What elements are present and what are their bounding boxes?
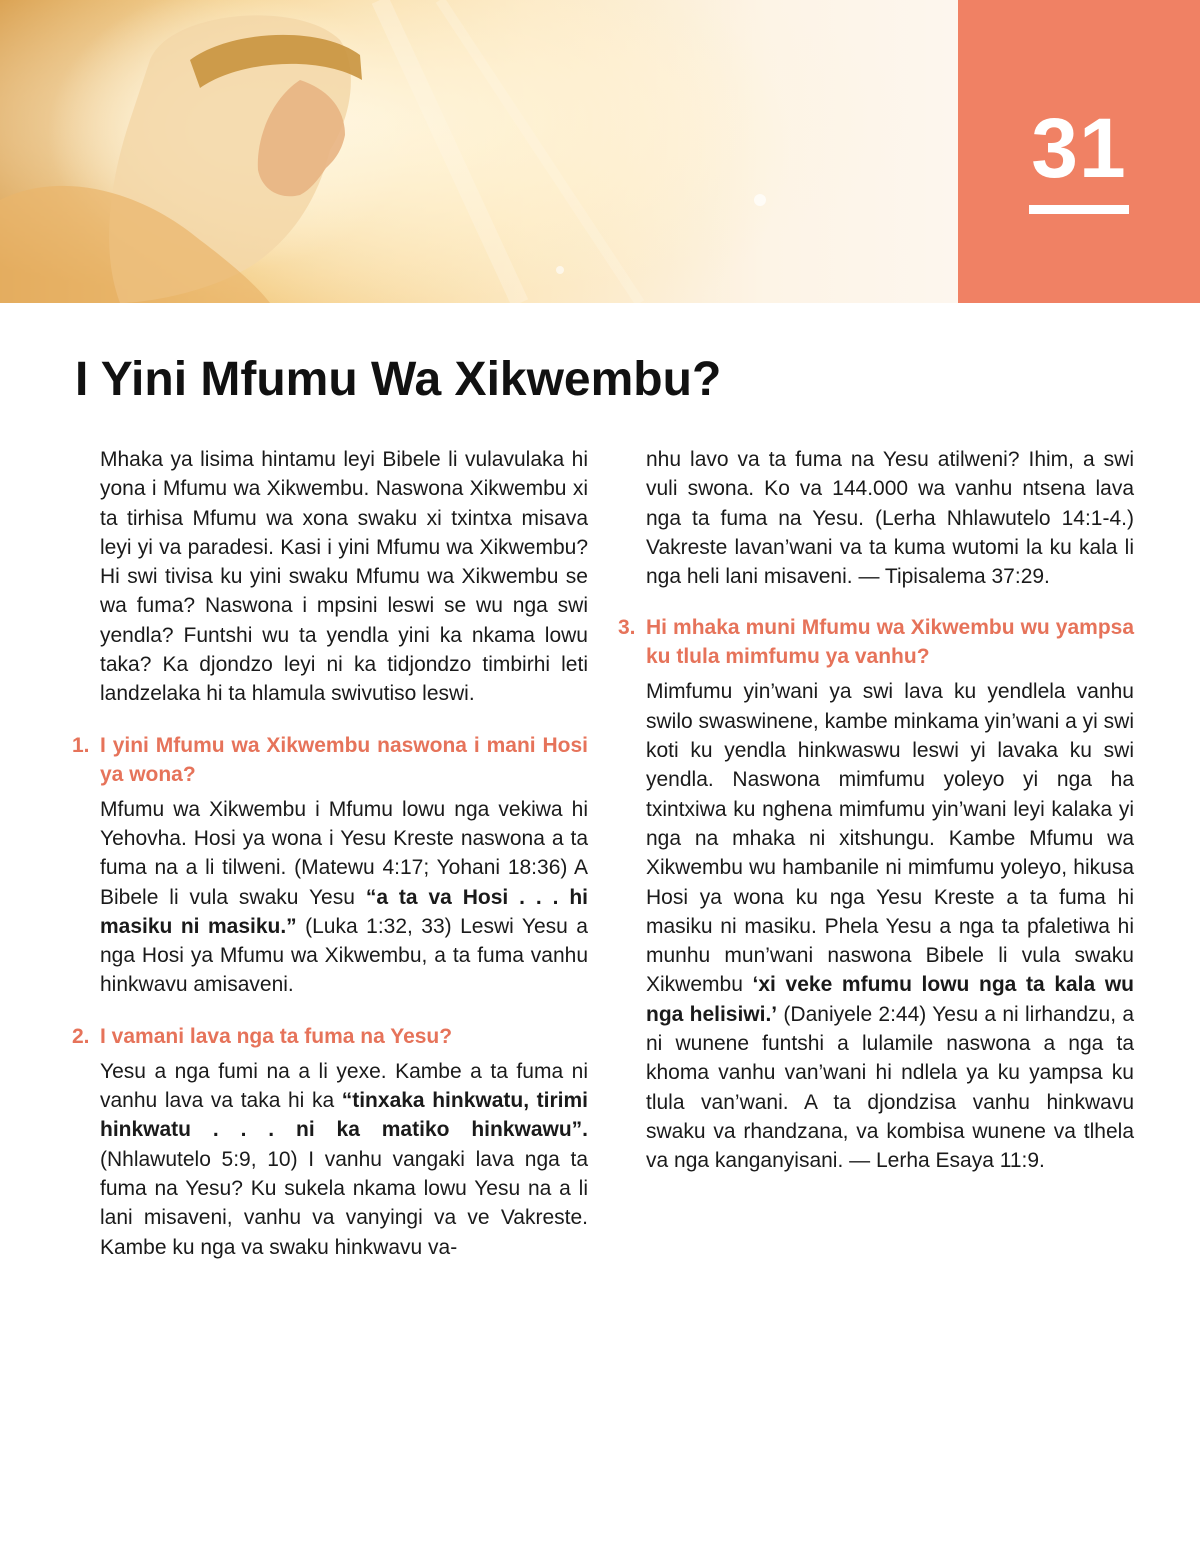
- answer-1: [100, 795, 588, 1000]
- question-3: [618, 613, 1134, 671]
- left-column: [72, 445, 588, 1262]
- question-2: [72, 1022, 588, 1051]
- answer-1-bold: “a ta va Hosi . . . hi masiku ni masiku.”: [100, 885, 588, 938]
- header-illustration: [0, 0, 958, 303]
- question-1: [72, 731, 588, 789]
- question-2-text: I vamani lava nga ta fuma na Yesu?: [100, 1024, 453, 1048]
- question-3-text: Hi mhaka muni Mfumu wa Xikwembu wu yampsa ku tlula mimfumu ya vanhu?: [646, 616, 1134, 669]
- answer-2-text-b: (Nhlawutelo 5:9, 10) I vanhu vangaki lava nga ta fuma na Yesu? Ku sukela nkama lowu Yesu na a li lani misaveni, vanhu va vanyingi va ve Vakreste. Kambe ku nga va swaku hinkwavu va-: [100, 1147, 588, 1259]
- answer-2-continued: [646, 445, 1134, 591]
- king-figure-illustration: [0, 0, 958, 303]
- intro-paragraph: Mhaka ya lisima hintamu leyi Bibele li vulavulaka hi yona i Mfumu wa Xikwembu. Naswona Xikwembu xi ta tirhisa Mfumu wa xona swaku xi txintxa misava leyi yi va paradesi. Kasi i yini Mfumu wa Xikwembu? Hi swi tivisa ku yini swaku Mfumu wa Xikwembu se wa fuma? Naswona i mpsini leswi se wu nga swi yendla? Funtshi wu ta yendla yini ka nkama lowu taka? Ka djondzo leyi ni ka tidjondzo timbirhi leti landzelaka hi ta hlamula swivutiso leswi.: [100, 448, 588, 706]
- chapter-number-underline: [1029, 205, 1129, 214]
- chapter-number: 31: [1031, 101, 1127, 195]
- answer-3-bold: ‘xi veke mfumu lowu nga ta kala wu nga helisiwi.’: [646, 973, 1135, 1026]
- answer-2: [100, 1057, 588, 1262]
- answer-1-text-b: (Luka 1:32, 33) Leswi Yesu a nga Hosi ya Mfumu wa Xikwembu, a ta fuma vanhu hinkwavu amisaveni.: [100, 914, 588, 997]
- question-1-number: 1.: [72, 733, 90, 757]
- chapter-number-box: [958, 0, 1200, 303]
- answer-1-text-a: Mfumu wa Xikwembu i Mfumu lowu nga vekiwa hi Yehovha. Hosi ya wona i Yesu Kreste naswona a ta fuma na a li tilweni. (Matewu 4:17; Yohani 18:36) A Bibele li vula swaku Yesu: [100, 797, 588, 909]
- answer-2-bold: “tinxaka hinkwatu, tirimi hinkwatu . . . ni ka matiko hinkwawu”.: [100, 1089, 588, 1142]
- right-column: [618, 445, 1135, 1176]
- answer-2-text-continued: nhu lavo va ta fuma na Yesu atilweni? Ihim, a swi vuli swona. Ko va 144.000 wa vanhu ntsena lava nga ta fuma na Yesu. (Lerha Nhlawutelo 14:1-4.) Vakreste lavan’wani va ta kuma wutomi la ku kala li nga heli lani misaveni. — Tipisalema 37:29.: [646, 448, 1134, 589]
- answer-3-text-b: (Daniyele 2:44) Yesu a ni lirhandzu, a ni wunene funtshi a lulamile naswona a nga ta khoma vanhu van’wani hi ndlela ya ku yampsa ku tlula van’wani. A ta djondzisa vanhu hinkwavu swaku va rhandzana, va kombisa wunene va tlhela va nga kanganyisani. — Lerha Esaya 11:9.: [646, 1002, 1135, 1173]
- question-2-number: 2.: [72, 1024, 90, 1048]
- answer-2-text-a: Yesu a nga fumi na a li yexe. Kambe a ta fuma ni vanhu lava va taka hi ka: [100, 1059, 588, 1113]
- page-title: I Yini Mfumu Wa Xikwembu?: [75, 353, 722, 406]
- answer-3-text-a: Mimfumu yin’wani ya swi lava ku yendlela vanhu swilo swaswinene, kambe minkama yin’wani a yi swi koti ku yendla hinkwaswu leswi yi lavaka ku swi yendla. Naswona mimfumu yoleyo yi nga ha txintxiwa ku nghena mimfumu yin’wani leyi kalaka yi nga na mhaka ni xitshungu. Kambe Mfumu wa Xikwembu wu hambanile ni mimfumu yoleyo, hikusa Hosi ya wona ku nga Yesu Kreste a ta fuma hi masiku ni masiku. Phela Yesu a nga ta pfaletiwa hi munhu mun’wani naswona Bibele li vula swaku Xikwembu: [646, 680, 1134, 997]
- question-1-text: I yini Mfumu wa Xikwembu naswona i mani Hosi ya wona?: [100, 733, 588, 786]
- question-3-number: 3.: [618, 616, 636, 640]
- answer-3: [646, 677, 1134, 1175]
